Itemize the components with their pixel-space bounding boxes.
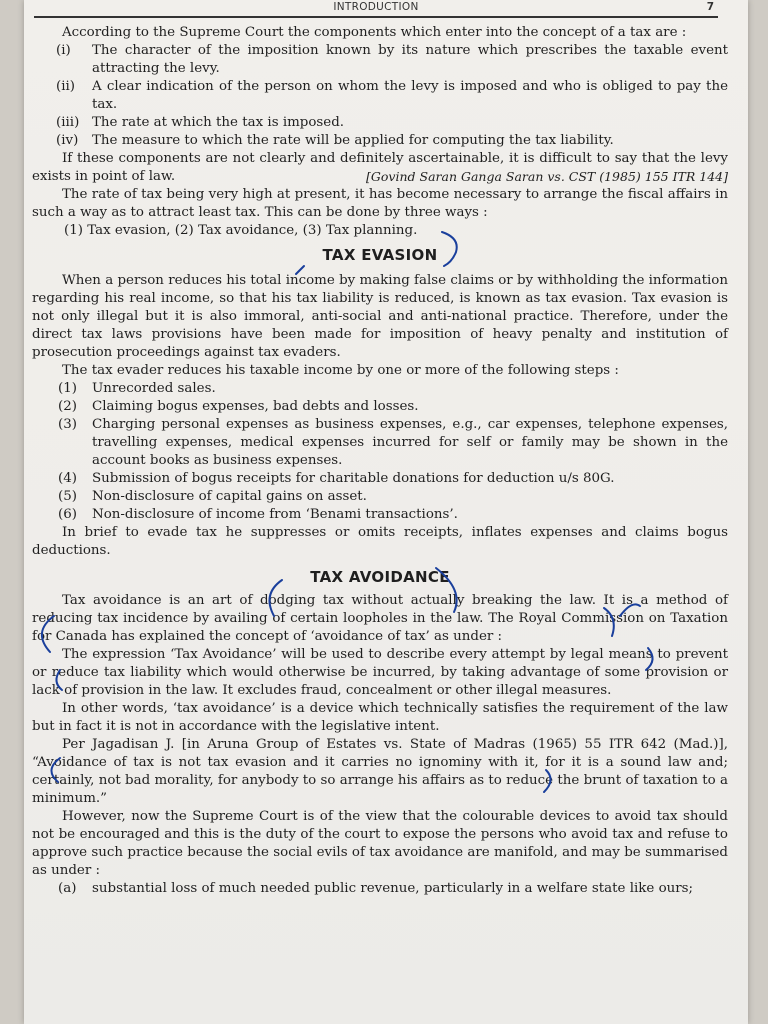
components-paragraph [32,150,728,186]
list-item-text: The measure to which the rate will be applied for computing the tax liability. [92,133,614,148]
case-citation: [Govind Saran Ganga Saran vs. CST (1985) 155 ITR 144] [366,169,728,184]
list-item [32,132,728,150]
book-page [24,0,748,1024]
list-item-text: Charging personal expenses as business expenses, e.g., car expenses, telephone expenses, travelling expenses, medical expenses incurred for self or family may be shown in the account books as business expenses. [92,417,728,468]
list-item-text: A clear indication of the person on whom the levy is imposed and who is obliged to pay the tax. [92,79,728,112]
list-item-text: Claiming bogus expenses, bad debts and losses. [92,399,419,414]
list-item-number: (6) [58,507,77,522]
list-item-number: (a) [58,881,77,896]
list-item [32,114,728,132]
page-number: 7 [706,1,714,13]
list-item-text: Unrecorded sales. [92,381,216,396]
section-heading-tax-evasion: TAX EVASION [322,246,438,264]
list-item [32,42,728,78]
list-item-number: (iv) [56,133,79,148]
running-header [34,0,718,18]
three-ways-line: (1) Tax evasion, (2) Tax avoidance, (3) Tax planning. [64,223,418,238]
list-item-number: (4) [58,471,77,486]
list-item-number: (3) [58,417,77,432]
avoidance-evils-list [32,880,728,898]
list-item-number: (iii) [56,115,80,130]
page-body [32,24,728,898]
other-words-paragraph: In other words, ‘tax avoidance’ is a device which technically satisfies the requirement of the law but in fact it is not in accordance with the legislative intent. [32,701,728,734]
list-item [32,398,728,416]
evasion-steps-list [32,380,728,524]
components-text: If these components are not clearly and definitely ascertainable, it is difficult to say that the levy exists in point of law. [32,151,728,184]
tax-avoidance-paragraph: Tax avoidance is an art of dodging tax without actually breaking the law. It is a method of reducing tax incidence by availing of certain loopholes in the law. The Royal Commission on Taxation for Canada has explained the concept of ‘avoidance of tax’ as under : [32,593,728,644]
list-item-text: Non-disclosure of capital gains on asset. [92,489,367,504]
section-heading-tax-avoidance: TAX AVOIDANCE [310,568,450,586]
list-item [32,380,728,398]
list-item [32,470,728,488]
list-item [32,488,728,506]
list-item [32,78,728,114]
rate-paragraph: The rate of tax being very high at present, it has become necessary to arrange the fiscal affairs in such a way as to attract least tax. This can be done by three ways : [32,187,728,220]
list-item-text: Submission of bogus receipts for charitable donations for deduction u/s 80G. [92,471,615,486]
list-item [32,506,728,524]
royal-commission-quote: The expression ‘Tax Avoidance’ will be used to describe every attempt by legal means to prevent or reduce tax liability which would otherwise be incurred, by taking advantage of some provision or lack of provision in the law. It excludes fraud, concealment or other illegal measures. [32,647,728,698]
list-item-text: Non-disclosure of income from ‘Benami transactions’. [92,507,458,522]
list-item-number: (ii) [56,79,76,94]
list-item-number: (2) [58,399,77,414]
steps-intro-paragraph: The tax evader reduces his taxable income by one or more of the following steps : [62,363,619,378]
tax-evasion-paragraph: When a person reduces his total income by making false claims or by withholding the information regarding his real income, so that his tax liability is reduced, is known as tax evasion. Tax evasion is not only illegal but it is also immoral, anti-social and anti-national practice. Therefore, under the direct tax laws provisions have been made for imposition of heavy penalty and institution of prosecution proceedings against tax evaders. [32,273,728,360]
evasion-summary-paragraph: In brief to evade tax he suppresses or omits receipts, inflates expenses and claims bogus deductions. [32,525,728,558]
list-item [32,416,728,470]
running-header-title: INTRODUCTION [333,1,419,13]
supreme-court-paragraph: However, now the Supreme Court is of the view that the colourable devices to avoid tax should not be encouraged and this is the duty of the court to expose the persons who avoid tax and refuse to approve such practice because the social evils of tax avoidance are manifold, and may be summarised as under : [32,809,728,878]
list-item-text: substantial loss of much needed public revenue, particularly in a welfare state like ours; [92,881,694,896]
list-item-number: (i) [56,43,71,58]
list-item [32,880,728,898]
list-item-number: (5) [58,489,77,504]
list-item-text: The rate at which the tax is imposed. [92,115,345,130]
jagadisan-paragraph: Per Jagadisan J. [in Aruna Group of Estates vs. State of Madras (1965) 55 ITR 642 (Mad.)], “Avoidance of tax is not tax evasion and it carries no ignominy with it, for it is a sound law and; certainly, not bad morality, for anybody to so arrange his affairs as to reduce the brunt of taxation to a minimum.” [32,737,728,806]
list-item-text: The character of the imposition known by its nature which prescribes the taxable event attracting the levy. [92,43,728,76]
tax-components-list [32,42,728,150]
list-item-number: (1) [58,381,77,396]
intro-paragraph: According to the Supreme Court the components which enter into the concept of a tax are : [62,25,687,40]
